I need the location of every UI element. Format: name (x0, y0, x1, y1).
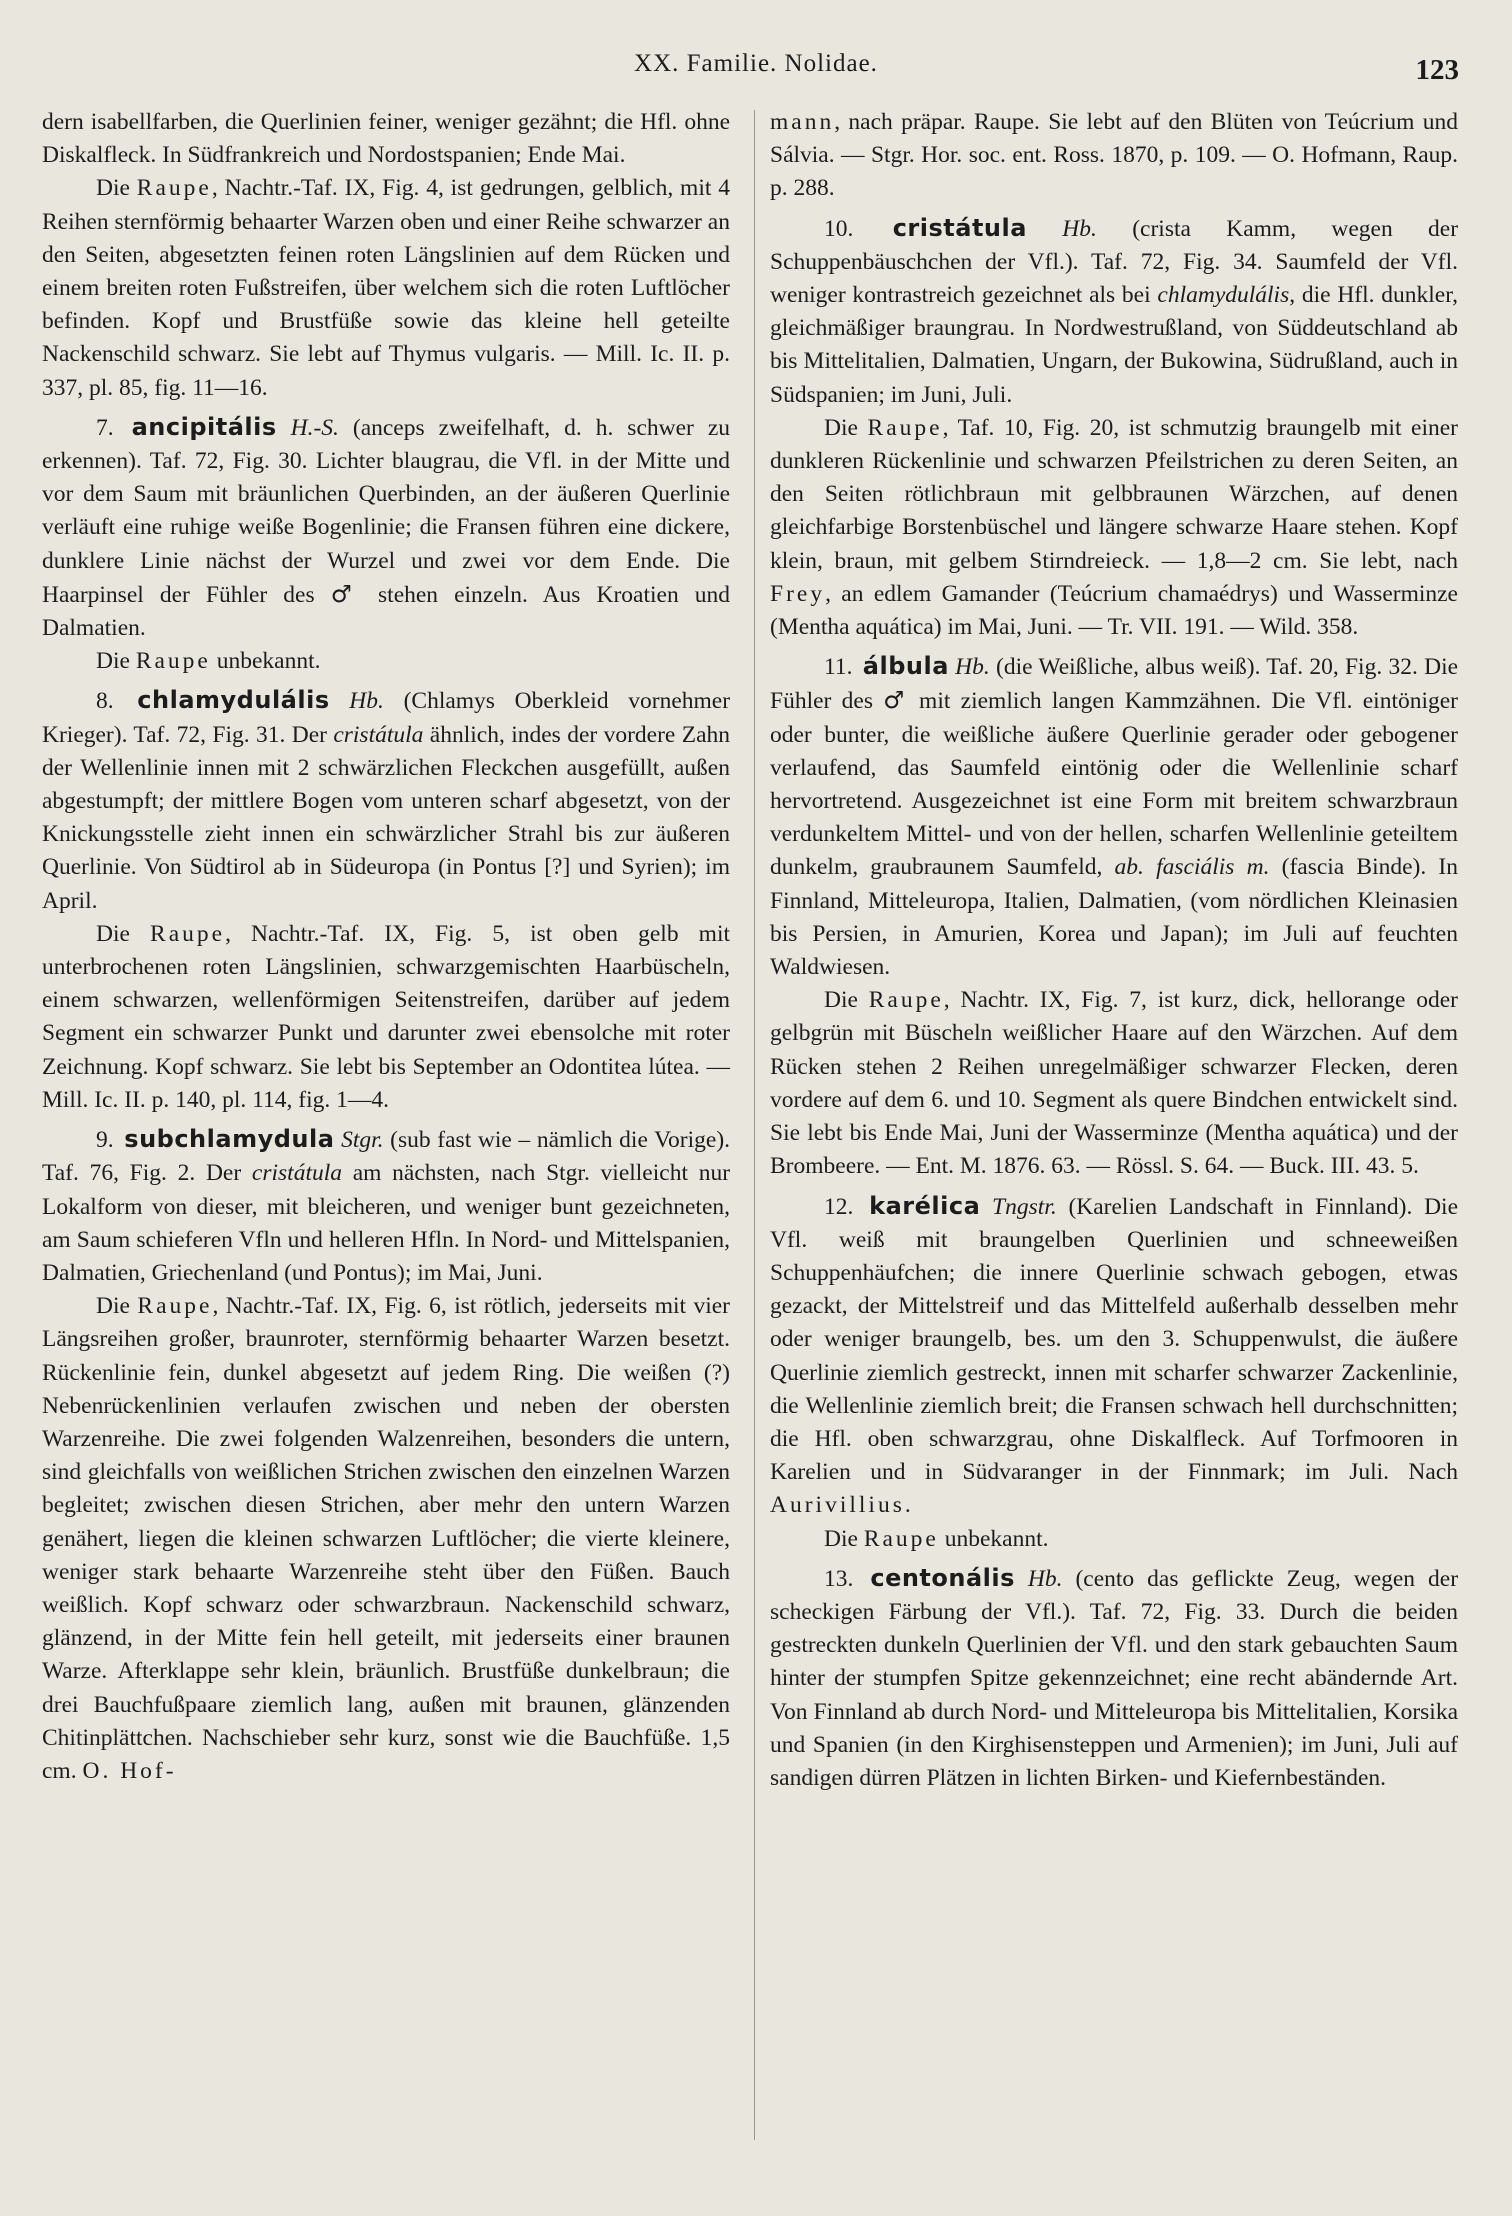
entry-number: 10. (824, 215, 854, 242)
text-run: Die (824, 414, 858, 441)
entry-text: ähnlich, indes der vordere Zahn der Wellenlinie innen mit 2 schwärzlichen Fleckchen ausgefüllt, außen abgestumpft; der mittlere Bogen vom unteren scharf abgesetzt, von der Knickungsstelle zieht innen ein schwärzlicher Strahl bis zur äußeren Querlinie. Von Südtirol ab in Südeuropa (in Pontus [?] und Syrien); im April. (42, 721, 730, 914)
entry-text: (sub fast wie – nämlich die Vorige). Taf. 76, Fig. 2. Der (42, 1127, 731, 1187)
text-run: Die (824, 987, 858, 1014)
species-entry-11 (770, 650, 1458, 984)
larva-paragraph (42, 172, 730, 404)
species-author: Hb. (1027, 1565, 1063, 1592)
larva-paragraph (770, 984, 1458, 1183)
running-title: XX. Familie. Nolidae. (634, 50, 878, 77)
entry-text: (crista Kamm, wegen der Schuppenbäuschchen der Vfl.). Taf. 72, Fig. 34. Saumfeld der Vfl. weniger kontrastreich gezeichnet als bei (770, 215, 1459, 309)
entry-text: mit ziemlich langen Kammzähnen. Die Vfl. eintöniger oder bunter, die weißliche äußere Querlinie gerader oder gebogener verlaufend, das Saumfeld eintönig oder die Wellenlinie scharf hervortretend. Ausgezeichnet ist eine Form mit breitem schwarzbraun verdunkeltem Mittel- und von der hellen, scharfen Wellenlinie geteiltem dunkelm, graubraunem Saumfeld, (770, 688, 1459, 881)
raupe-term: Raupe (863, 1525, 939, 1552)
male-symbol: ♂ (330, 579, 362, 608)
raupe-term: Raupe (150, 920, 226, 947)
text-run: Die (96, 1293, 130, 1320)
aberration-name: ab. fasciális m. (1114, 854, 1270, 881)
text-run: unbekannt. (944, 1525, 1049, 1552)
raupe-term: Raupe (137, 1293, 213, 1320)
citation-author: Aurivillius (770, 1492, 905, 1519)
entry-text: stehen einzeln. Aus Kroatien und Dalmatien. (42, 581, 731, 642)
raupe-term: Raupe (868, 987, 944, 1014)
entry-number: 7. (96, 414, 114, 441)
species-entry-10 (770, 212, 1458, 412)
citation-author: O. Hof- (82, 1757, 177, 1784)
entry-text: (Karelien Landschaft in Finnland). Die Vfl. weiß mit braungelben Querlinien und schneeweißen Schuppenhäufchen; die innere Querlinie schwach gebogen, etwas gezackt, der Mittelstreif und das Mittelfeld außerhalb desselben mehr oder weniger braungelb, bes. um den 3. Schuppenwulst, die äußere Querlinie ziemlich gestreckt, innen mit scharfer schwarzer Zackenlinie, die Wellenlinie ziemlich breit; die Fransen schwach hell durchschnitten; die Hfl. oben schwarzgrau, ohne Diskalfleck. Auf Torfmooren in Karelien und in Südvaranger in der Finnmark; im Juli. Nach (770, 1193, 1459, 1486)
larva-paragraph (42, 1290, 730, 1788)
larva-paragraph (42, 645, 730, 678)
species-reference: cristátula (251, 1160, 343, 1187)
text-run: , Nachtr. IX, Fig. 7, ist kurz, dick, hellorange oder gelbgrün mit Büscheln weißlicher Haare auf den Wärzchen. Auf dem Rücken stehen 2 Reihen unregelmäßiger schwarzer Flecken, deren vordere auf dem 6. und 10. Segment als quere Bindchen entwickelt sind. Sie lebt bis Ende Mai, Juni der Wasserminze (Mentha aquática) und der Brombeere. — Ent. M. 1876. 63. — Rössl. S. 64. — Buck. III. 43. 5. (770, 987, 1459, 1180)
species-author: Stgr. (341, 1127, 384, 1154)
larva-paragraph (770, 1523, 1458, 1556)
species-name: centonális (870, 1563, 1015, 1592)
male-symbol: ♂ (883, 686, 909, 715)
species-entry-9 (42, 1123, 730, 1290)
text-run: , nach präpar. Raupe. Sie lebt auf den Blüten von Teúcrium und Sálvia. — Stgr. Hor. soc. ent. Ross. 1870, p. 109. — O. Hofmann, Raup. p. 288. (770, 109, 1458, 202)
species-entry-12 (770, 1190, 1458, 1523)
column-divider (754, 110, 755, 2140)
species-name: cristátula (892, 213, 1027, 242)
page-header (0, 44, 1512, 84)
entry-number: 13. (824, 1565, 854, 1592)
entry-number: 12. (824, 1193, 854, 1220)
left-column (42, 106, 730, 1788)
species-name: subchlamydula (124, 1125, 335, 1154)
species-author: Hb. (1062, 215, 1097, 242)
species-entry-8 (42, 684, 730, 917)
species-name: ancipitális (131, 412, 277, 441)
paragraph: dern isabellfarben, die Querlinien feiner, weniger gezähnt; die Hfl. ohne Diskalfleck. In Südfrankreich und Nordostspanien; Ende Mai. (42, 109, 730, 169)
text-run: Die (96, 920, 130, 947)
entry-text: (anceps zweifelhaft, d. h. schwer zu erkennen). Taf. 72, Fig. 30. Lichter blaugrau, die Vfl. in der Mitte und vor dem Saum mit bräunlichen Querbinden, an der äußeren Querlinie verläuft eine ruhige weiße Bogenlinie; die Fransen führen eine dickere, dunklere Linie nächst der Wurzel und zwei vor dem Ende. Die Haarpinsel der Fühler des (42, 414, 731, 608)
entry-number: 11. (824, 654, 853, 681)
entry-number: 9. (96, 1127, 114, 1154)
entry-text: . (904, 1492, 911, 1519)
entry-text: , die Hfl. dunkler, gleichmäßiger braungrau. In Nordwestrußland, von Süddeutschland ab bis Mittelitalien, Dalmatien, Ungarn, der Bukowina, Südrußland, auch in Südspanien; im Juni, Juli. (770, 282, 1458, 408)
species-author: Hb. (349, 688, 384, 715)
entry-text: (cento das geflickte Zeug, wegen der scheckigen Färbung der Vfl.). Taf. 72, Fig. 33. Durch die beiden gestreckten dunkeln Querlinien der Vfl. und den stark gebauchten Saum hinter der stumpfen Spitze gekennzeichnet; eine recht abändernde Art. Von Finnland ab durch Nord- und Mitteleuropa bis Mittelitalien, Korsika und Spanien (in den Kirghisensteppen und Armenien); im Juni, Juli auf sandigen dürren Plätzen in lichten Birken- und Kiefernbeständen. (770, 1565, 1459, 1791)
page-number: 123 (1415, 54, 1459, 86)
citation-author: Frey (770, 580, 826, 607)
species-reference: chlamydulális (1157, 282, 1290, 309)
species-entry-7 (42, 411, 730, 645)
text-run: , Nachtr.-Taf. IX, Fig. 4, ist gedrungen, gelblich, mit 4 Reihen sternförmig behaarter Warzen oben und einer Reihe schwarzer an den Seiten, abgesetzten feinen roten Längslinien auf dem Rücken und einem breiten roten Fußstreifen, über welchem sich die roten Luftlöcher befinden. Kopf und Brustfüße sowie das kleine hell geteilte Nackenschild schwarz. Sie lebt auf Thymus vulgaris. — Mill. Ic. II. p. 337, pl. 85, fig. 11—16. (42, 175, 730, 401)
raupe-term: Raupe (135, 648, 211, 675)
text-run: , Nachtr.-Taf. IX, Fig. 5, ist oben gelb mit unterbrochenen roten Längslinien, schwarzgemischten Haarbüscheln, einem schwarzen, wellenförmigen Seitenstreifen, darüber auf jedem Segment ein schwarzer Punkt und darunter zwei ebensolche mit roter Zeichnung. Kopf schwarz. Sie lebt bis September an Odontitea lútea. — Mill. Ic. II. p. 140, pl. 114, fig. 1—4. (42, 920, 731, 1113)
paragraph (770, 106, 1458, 206)
text-run: Die (96, 175, 130, 202)
raupe-term: Raupe (867, 414, 943, 441)
raupe-term: Raupe (136, 175, 212, 202)
larva-paragraph (770, 412, 1458, 644)
text-run: Die (824, 1525, 858, 1552)
entry-text: am nächsten, nach Stgr. vielleicht nur Lokalform von dieser, mit bleicheren, und weniger bunt gezeichneten, am Saum schieferen Vfln und helleren Hfln. In Nord- und Mittelspanien, Dalmatien, Griechenland (und Pontus); im Mai, Juni. (42, 1160, 731, 1286)
species-author: Tngstr. (992, 1193, 1057, 1220)
species-name: álbula (862, 652, 949, 681)
entry-text: (Chlamys Oberkleid vornehmer Krieger). Taf. 72, Fig. 31. Der (42, 688, 731, 748)
entry-number: 8. (96, 688, 114, 715)
entry-text: (fascia Binde). In Finnland, Mitteleuropa, Italien, Dalmatien, (vom nördlichen Kleinasien bis Persien, in Amurien, Korea und Japan); im Juli auf feuchten Waldwiesen. (770, 854, 1458, 981)
species-entry-13 (770, 1562, 1458, 1795)
entry-text: (die Weißliche, albus weiß). Taf. 20, Fig. 32. Die Fühler des (770, 654, 1459, 715)
text-run: , an edlem Gamander (Teúcrium chamaédrys) und Wasserminze (Mentha aquática) im Mai, Juni. — Tr. VII. 191. — Wild. 358. (770, 580, 1458, 641)
text-run: , Taf. 10, Fig. 20, ist schmutzig braungelb mit einer dunkleren Rückenlinie und schwarzen Pfeilstrichen zu deren Seiten, an den Seiten rötlichbraun mit gelbbraunen Wärzchen, auf denen gleichfarbige Borstenbüschel und längere schwarze Haare stehen. Kopf klein, braun, mit gelbem Stirndreieck. — 1,8—2 cm. Sie lebt, nach (770, 414, 1459, 574)
species-author: H.-S. (290, 414, 339, 441)
species-name: chlamydulális (137, 686, 330, 715)
citation-author: mann (770, 109, 835, 135)
larva-paragraph (42, 918, 730, 1117)
species-reference: cristátula (333, 721, 424, 748)
text-run: , Nachtr.-Taf. IX, Fig. 6, ist rötlich, jederseits mit vier Längsreihen großer, braunroter, sternförmig behaarter Warzen besetzt. Rückenlinie fein, dunkel abgesetzt auf jedem Ring. Die weißen (?) Nebenrückenlinien verlaufen zwischen und neben der obersten Warzenreihe. Die zwei folgenden Walzenreihen, besonders die untern, sind gleichfalls von weißlichen Strichen zwischen den einzelnen Warzen begleitet; zwischen diesen Strichen, aber mehr den untern Warzen genähert, liegen die kleinen schwarzen Luftlöcher; die vierte kleinere, weniger stark behaarte Warzenreihe steht über den Füßen. Bauch weißlich. Kopf schwarz oder schwarzbraun. Nackenschild schwarz, glänzend, in der Mitte fein hell geteilt, mit jederseits einer braunen Warze. Afterklappe sehr klein, bräunlich. Brustfüße dunkelbraun; die drei Bauchfußpaare ziemlich lang, außen mit braunen, glänzenden Chitinplättchen. Nachschieber sehr kurz, sonst wie die Bauchfüße. 1,5 cm. (42, 1293, 731, 1784)
right-column (770, 106, 1458, 1795)
text-run: Die (96, 648, 130, 675)
text-run: unbekannt. (216, 648, 321, 675)
species-author: Hb. (955, 654, 990, 681)
species-name: karélica (869, 1191, 981, 1220)
